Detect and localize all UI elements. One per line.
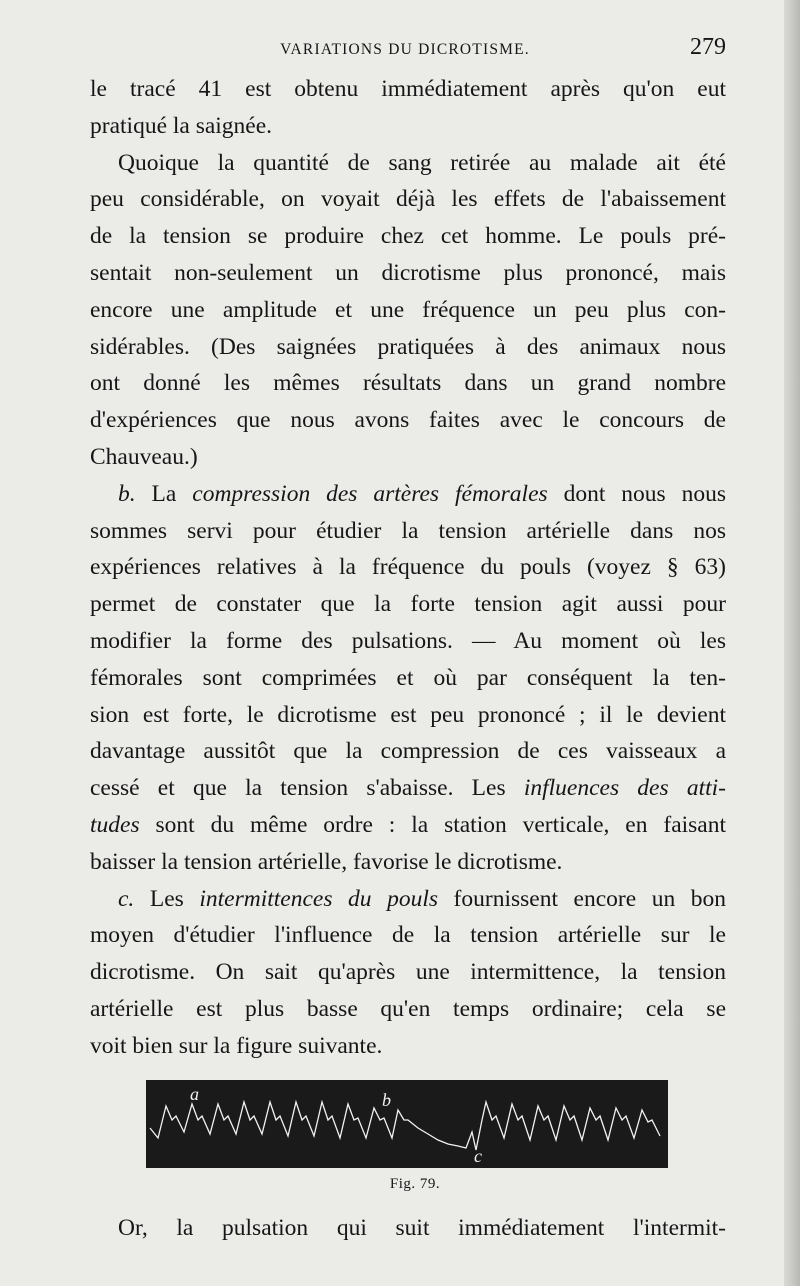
italic-phrase: tudes bbox=[90, 811, 140, 838]
pulse-tracing-svg bbox=[146, 1080, 668, 1168]
page-last-line bbox=[90, 1210, 726, 1247]
text-line: fémorales sont comprimées et où par conséquent la ten- bbox=[90, 664, 726, 691]
text-line: ont donné les mêmes résultats dans un grand nombre bbox=[90, 370, 726, 397]
text-line: artérielle est plus basse qu'en temps ordinaire; cela se bbox=[90, 995, 726, 1022]
text-line: d'expériences que nous avons faites avec le concours de bbox=[90, 407, 726, 434]
text-line: sidérables. (Des saignées pratiquées à des animaux nous bbox=[90, 333, 726, 360]
text-line: Quoique la quantité de sang retirée au malade ait été bbox=[118, 149, 726, 176]
text-line: expériences relatives à la fréquence du pouls (voyez § 63) bbox=[90, 554, 726, 581]
figure-caption: Fig. 79. bbox=[389, 1176, 441, 1192]
text-line: Or, la pulsation qui suit immédiatement l'intermit- bbox=[118, 1215, 726, 1241]
text-line: permet de constater que la forte tension agit aussi pour bbox=[90, 591, 726, 618]
page-edge-shadow bbox=[784, 0, 800, 1286]
text-line: tudes sont du même ordre : la station verticale, en faisant bbox=[90, 811, 727, 838]
text-line: sommes servi pour étudier la tension artérielle dans nos bbox=[90, 517, 726, 544]
text-line: voit bien sur la figure suivante. bbox=[90, 1032, 383, 1059]
italic-phrase: compression des artères fémorales bbox=[192, 480, 548, 507]
text-line: sentait non-seulement un dicrotisme plus prononcé, mais bbox=[90, 259, 726, 286]
figure-label-a: a bbox=[190, 1084, 199, 1104]
text-line: modifier la forme des pulsations. — Au moment où les bbox=[90, 627, 726, 654]
running-head: VARIATIONS DU DICROTISME. bbox=[280, 41, 530, 58]
text-line: baisser la tension artérielle, favorise le dicrotisme. bbox=[90, 848, 563, 875]
text-line: cessé et que la tension s'abaisse. Les influences des atti- bbox=[90, 775, 727, 802]
italic-phrase: influences des atti- bbox=[523, 775, 727, 802]
text-line: davantage aussitôt que la compression de ces vaisseaux a bbox=[90, 738, 726, 765]
text-line: le tracé 41 est obtenu immédiatement après qu'on eut bbox=[90, 76, 726, 102]
text-line: Chauveau.) bbox=[90, 443, 198, 470]
text-line: de la tension se produire chez cet homme. Le pouls pré- bbox=[90, 223, 726, 250]
text-line: peu considérable, on voyait déjà les effets de l'abaissement bbox=[90, 186, 726, 213]
paragraph-label-c: c. bbox=[118, 885, 135, 912]
pulse-tracing-figure bbox=[146, 1080, 668, 1168]
figure-label-c: c bbox=[474, 1146, 482, 1166]
text-line: pratiqué la saignée. bbox=[90, 112, 273, 139]
page-header bbox=[90, 34, 726, 70]
text-line: sion est forte, le dicrotisme est peu prononcé ; il le devient bbox=[90, 701, 726, 728]
pulse-trace-line bbox=[150, 1102, 660, 1150]
text-line: dicrotisme. On sait qu'après une intermittence, la tension bbox=[90, 959, 726, 986]
figure-label-b: b bbox=[382, 1090, 391, 1110]
text-line: encore une amplitude et une fréquence un peu plus con- bbox=[90, 296, 726, 323]
text-line: moyen d'étudier l'influence de la tension artérielle sur le bbox=[90, 922, 726, 949]
paragraph-label-b: b. bbox=[118, 480, 136, 507]
italic-phrase: intermittences du pouls bbox=[199, 885, 438, 912]
paragraph-c-first-line: c. Les intermittences du pouls fournissent encore un bon bbox=[118, 885, 726, 912]
paragraph-b-first-line: b. La compression des artères fémorales dont nous nous bbox=[118, 480, 727, 507]
body-text bbox=[90, 71, 726, 1065]
page-number: 279 bbox=[690, 34, 726, 60]
